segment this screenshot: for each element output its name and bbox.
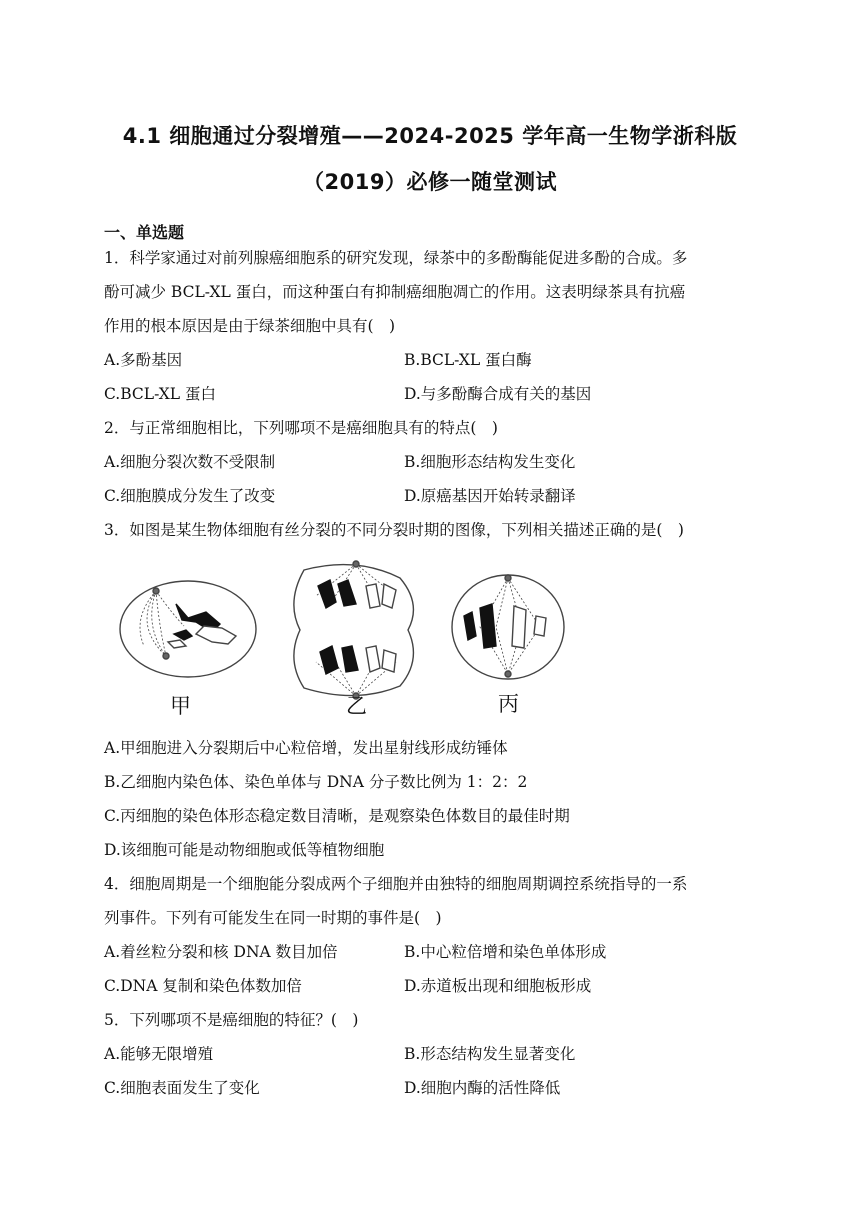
q5-option-a[interactable]: A.能够无限增殖 [104, 1045, 214, 1063]
q5-stem-line-1: 5．下列哪项不是癌细胞的特征？( ) [104, 1011, 359, 1029]
q4-option-b[interactable]: B.中心粒倍增和染色单体形成 [404, 943, 607, 961]
q2-option-a[interactable]: A.细胞分裂次数不受限制 [104, 453, 276, 471]
q1-stem-line-2: 酚可减少 BCL-XL 蛋白，而这种蛋白有抑制癌细胞凋亡的作用。这表明绿茶具有抗癌 [104, 283, 686, 301]
mitosis-figure [104, 556, 604, 726]
q2-stem-line-1: 2．与正常细胞相比，下列哪项不是癌细胞具有的特点( ) [104, 419, 498, 437]
q4-stem-line-2: 列事件。下列有可能发生在同一时期的事件是( ) [104, 909, 442, 927]
figure-label-yi: 乙 [346, 694, 367, 718]
q4-option-c[interactable]: C.DNA 复制和染色体数加倍 [104, 977, 302, 995]
figure-label-bing: 丙 [498, 692, 519, 716]
cell-bing [452, 575, 564, 679]
q1-option-c[interactable]: C.BCL-XL 蛋白 [104, 385, 217, 403]
q4-stem-line-1: 4．细胞周期是一个细胞能分裂成两个子细胞并由独特的细胞周期调控系统指导的一系 [104, 875, 688, 893]
q2-option-b[interactable]: B.细胞形态结构发生变化 [404, 453, 576, 471]
q3-option-a[interactable]: A.甲细胞进入分裂期后中心粒倍增，发出星射线形成纺锤体 [104, 739, 508, 757]
q2-option-d[interactable]: D.原癌基因开始转录翻译 [404, 487, 576, 505]
q5-option-b[interactable]: B.形态结构发生显著变化 [404, 1045, 576, 1063]
q1-option-a[interactable]: A.多酚基因 [104, 351, 183, 369]
q1-option-d[interactable]: D.与多酚酶合成有关的基因 [404, 385, 592, 403]
q1-stem-line-3: 作用的根本原因是由于绿茶细胞中具有( ) [104, 317, 396, 335]
q3-option-c[interactable]: C.丙细胞的染色体形态稳定数目清晰，是观察染色体数目的最佳时期 [104, 807, 570, 825]
q3-stem-line-1: 3．如图是某生物体细胞有丝分裂的不同分裂时期的图像，下列相关描述正确的是( ) [104, 521, 684, 539]
q2-option-c[interactable]: C.细胞膜成分发生了改变 [104, 487, 276, 505]
q3-option-b[interactable]: B.乙细胞内染色体、染色单体与 DNA 分子数比例为 1：2：2 [104, 773, 528, 791]
q5-option-d[interactable]: D.细胞内酶的活性降低 [404, 1079, 561, 1097]
q1-stem-line-1: 1．科学家通过对前列腺癌细胞系的研究发现，绿茶中的多酚酶能促进多酚的合成。多 [104, 249, 688, 267]
page-subtitle: （2019）必修一随堂测试 [303, 170, 557, 194]
q3-option-d[interactable]: D.该细胞可能是动物细胞或低等植物细胞 [104, 841, 385, 859]
q4-option-a[interactable]: A.着丝粒分裂和核 DNA 数目加倍 [104, 943, 338, 961]
cell-jia [120, 581, 256, 677]
page-title: 4.1 细胞通过分裂增殖——2024-2025 学年高一生物学浙科版 [122, 124, 738, 148]
q5-option-c[interactable]: C.细胞表面发生了变化 [104, 1079, 260, 1097]
q4-option-d[interactable]: D.赤道板出现和细胞板形成 [404, 977, 592, 995]
q1-option-b[interactable]: B.BCL-XL 蛋白酶 [404, 351, 532, 369]
section-heading: 一、单选题 [104, 223, 185, 242]
cell-yi [294, 561, 414, 699]
figure-label-jia: 甲 [170, 694, 191, 718]
